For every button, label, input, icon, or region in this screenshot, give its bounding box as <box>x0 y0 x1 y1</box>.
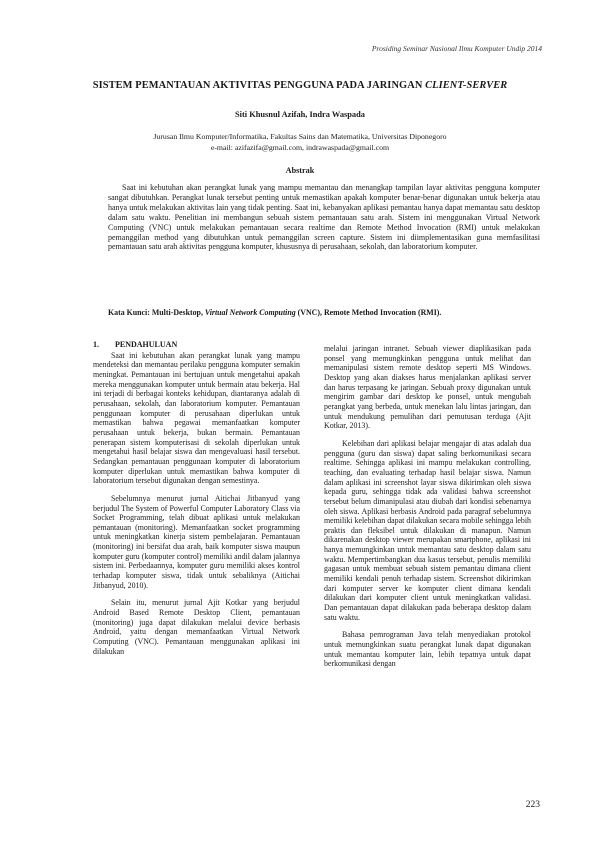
abstract-heading: Abstrak <box>285 166 315 175</box>
section-title: PENDAHULUAN <box>115 340 178 349</box>
affiliation: Jurusan Ilmu Komputer/Informatika, Fakultas Sains dan Matematika, Universitas Diponegoro <box>153 132 447 141</box>
title-italic: CLIENT-SERVER <box>425 80 508 91</box>
paragraph: melalui jaringan intranet. Sebuah viewer diaplikasikan pada ponsel yang memungkinkan pengguna untuk melihat dan memanipulasi sistem remote desktop seperti MS Windows. Desktop yang akan diakses harus menjalankan aplikasi server dan harus terpasang ke jaringan. Sebuah proxy digunakan untuk mengirim gambar dari desktop ke ponsel, untuk mengubah perangkat yang berbeda, untuk menekan lalu lintas jaringan, dan untuk mendukung pemulihan dari pemutusan terduga (Ajit Kotkar, 2013). <box>324 344 531 431</box>
paper-title <box>40 80 560 91</box>
keywords-rest: (VNC), Remote Method Invocation (RMI). <box>295 308 442 317</box>
page-number: 223 <box>525 800 540 810</box>
paragraph: Saat ini kebutuhan akan perangkat lunak yang mampu mendeteksi dan memantau perilaku pengguna komputer semakin meningkat. Pemantauan ini bertujuan untuk mengetahui apakah mereka menggunakan komputer untuk bermain atau bekerja. Hal ini terjadi di berbagai konteks kehidupan, diantaranya adalah di perusahaan, sekolah, dan laboratorium komputer. Pemantauan penggunaan komputer di perusahaan diperlukan untuk memastikan bahwa pegawai memanfaatkan komputer perusahaan untuk bekerja, bukan bermain. Pemantauan penerapan sistem komputerisasi di sekolah diperlukan untuk mengetahui hasil belajar siswa dan mengevaluasi hasil tersebut. Sedangkan pemantauan penggunaan komputer di laboratorium komputer diperlukan untuk memastikan bahwa komputer di laboratorium tersebut digunakan dengan semestinya. <box>93 350 300 486</box>
paragraph: Bahasa pemrograman Java telah menyediakan protokol untuk memungkinkan suatu perangkat lunak dapat digunakan untuk memantau komputer lain, lebih tepatnya untuk dapat berkomunikasi dengan <box>324 630 531 669</box>
title-main: SISTEM PEMANTAUAN AKTIVITAS PENGGUNA PADA JARINGAN <box>92 80 426 91</box>
paragraph: Kelebihan dari aplikasi belajar mengajar di atas adalah dua pengguna (guru dan siswa) dapat saling berkomunikasi secara realtime. Sehingga aplikasi ini mampu melakukan controlling, teaching, dan evaluating terhadap hasil belajar siswa. Namun dalam aplikasi ini screenshot layar siswa dikirimkan oleh siswa kepada guru, sehingga tidak ada validasi bahwa screenshot tersebut belum dimanipulasi atau diubah dari kondisi sebenarnya oleh siswa. Aplikasi berbasis Android pada paragraf sebelumnya memiliki kelebihan dapat dilakukan secara mobile sehingga lebih praktis dan fleksibel untuk dilakukan di manapun. Namun dikarenakan desktop viewer merupakan smartphone, aplikasi ini hanya memungkinkan untuk memantau satu desktop dalam satu waktu. Mempertimbangkan dua kasus tersebut, penulis memiliki gagasan untuk membuat sebuah sistem pemantau dimana client memiliki kendali penuh terhadap sistem. Screenshot dikirimkan dari komputer server ke komputer client dimana kendali dilakukan dari komputer client untuk meningkatkan validasi. Dan pemantauan dapat dilakukan pada beberapa desktop dalam satu waktu. <box>324 438 531 622</box>
abstract-text: Saat ini kebutuhan akan perangkat lunak yang mampu memantau dan menangkap tampilan layar aktivitas pengguna komputer sangat dibutuhkan. Perangkat lunak tersebut penting untuk memastikan apakah komputer benar-benar digunakan untuk bekerja atau hanya untuk melakukan aktivitas lain yang tidak penting. Saat ini, kebanyakan aplikasi pemantau hanya dapat memantau satu desktop dalam satu waktu. Penelitian ini membangun sebuah sistem pemantauan satu arah. Sistem ini menggunakan Virtual Network Computing (VNC) untuk melakukan pemantauan secara realtime dan Remote Method Invocation (RMI) untuk melakukan pemanggilan method yang dibutuhkan untuk pemanggilan screen capture. Sistem ini diimplementasikan guna memfasilitasi pemantauan satu arah aktivitas pengguna komputer, khususnya di perusahaan, sekolah, dan laboratorium komputer. <box>108 183 540 252</box>
email: e-mail: azifazifa@gmail.com, indrawaspada@gmail.com <box>210 143 390 152</box>
paragraph: Selain itu, menurut jurnal Ajit Kotkar yang berjudul Android Based Remote Desktop Client, pemantauan (monitoring) juga dapat dilakukan melalui device berbasis Android, yaitu dengan memanfaatkan Virtual Network Computing (VNC). Pemantauan menggunakan aplikasi ini dilakukan <box>93 598 300 656</box>
keywords-italic: Virtual Network Computing <box>204 308 296 317</box>
affiliation-block <box>40 131 560 153</box>
running-head: Prosiding Seminar Nasional Ilmu Komputer Undip 2014 <box>371 44 542 53</box>
authors: Siti Khusnul Azifah, Indra Waspada <box>235 110 365 119</box>
keywords-text: Multi-Desktop, <box>151 308 205 317</box>
right-column <box>324 344 531 677</box>
paragraph: Sebelumnya menurut jurnal Aitichai Jitbanyud yang berjudul The System of Powerful Computer Laboratory Class via Socket Programming, telah dibuat aplikasi untuk melakukan pemantauan (monitoring). Memanfaatkan socket programming untuk meningkatkan kinerja sistem pembelajaran. Pemantauan (monitoring) ini bersifat dua arah, baik komputer siswa maupun komputer guru (komputer control) memiliki andil dalam jalannya sistem ini. Perbedaannya, komputer guru memiliki akses kontrol terhadap komputer siswa, tidak untuk sebaliknya (Aitichai Jitbanyud, 2010). <box>93 493 300 590</box>
keywords-label: Kata Kunci: <box>108 308 152 317</box>
section-number: 1. <box>93 340 99 349</box>
keywords <box>108 308 540 318</box>
section-heading <box>93 340 300 350</box>
left-column <box>93 340 300 664</box>
